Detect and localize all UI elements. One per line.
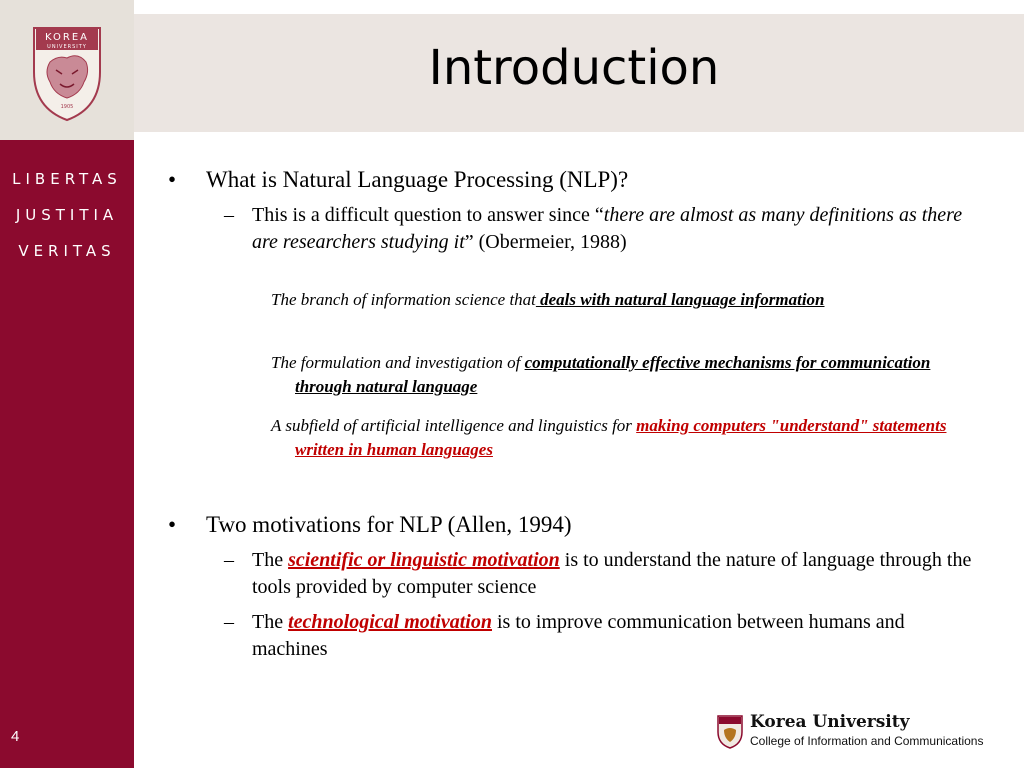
- footer-university-name: Korea University: [750, 712, 910, 732]
- motivation-1-pre: The: [252, 549, 289, 571]
- definition-3-emphasis: making computers "understand" statements written in human languages: [295, 416, 947, 459]
- dash-marker: –: [224, 549, 234, 571]
- crest-year: 1905: [60, 104, 74, 110]
- motto-justitia: JUSTITIA: [15, 206, 119, 224]
- definition-2-emphasis: computationally effective mechanisms for communication through natural language: [295, 353, 931, 396]
- definition-2-pre: The formulation and investigation of: [271, 353, 525, 372]
- footer-logo: [716, 712, 1006, 752]
- motivation-1-post: is to understand the nature of language through the tools provided by computer science: [252, 549, 972, 598]
- definition-1: [271, 288, 971, 312]
- bullet-marker: •: [168, 167, 177, 192]
- definition-1-emphasis: deals with natural language information: [535, 290, 825, 309]
- bullet-1-text: What is Natural Language Processing (NLP)?: [206, 167, 629, 192]
- definition-3: [271, 414, 971, 462]
- crest-top-text: KOREA: [45, 32, 89, 43]
- sub1-pre: This is a difficult question to answer since “: [252, 204, 604, 226]
- dash-marker: –: [224, 204, 234, 226]
- motivation-2-emphasis: technological motivation: [288, 611, 492, 633]
- motivation-2-text: [252, 609, 972, 663]
- motto-libertas: LIBERTAS: [12, 170, 122, 188]
- definition-1-pre: The branch of information science that: [271, 290, 536, 309]
- bullet-marker: •: [168, 512, 177, 537]
- sub-bullet-1-text: [252, 202, 972, 256]
- sub1-post: ” (Obermeier, 1988): [464, 231, 627, 253]
- definition-3-pre: A subfield of artificial intelligence and linguistics for: [271, 416, 637, 435]
- slide-number: 4: [11, 728, 20, 745]
- footer-college-name: College of Information and Communications: [750, 734, 984, 748]
- sub1-italic: there are almost as many definitions as there are researchers studying it: [252, 204, 963, 253]
- motto-veritas: VERITAS: [18, 242, 116, 260]
- definition-2: [271, 351, 971, 399]
- crest-sub-text: UNIVERSITY: [47, 44, 87, 50]
- sidebar: [0, 0, 134, 768]
- motivation-1-text: [252, 547, 972, 601]
- motivation-1-emphasis: scientific or linguistic motivation: [288, 549, 560, 571]
- motivation-2-pre: The: [252, 611, 289, 633]
- bullet-2-text: Two motivations for NLP (Allen, 1994): [206, 512, 572, 537]
- footer-crest-icon: [716, 714, 744, 750]
- logo-area: [0, 0, 134, 140]
- motivation-2-post: is to improve communication between humans and machines: [252, 611, 905, 660]
- dash-marker: –: [224, 611, 234, 633]
- korea-university-crest-icon: [0, 0, 134, 140]
- slide-title: Introduction: [428, 40, 720, 96]
